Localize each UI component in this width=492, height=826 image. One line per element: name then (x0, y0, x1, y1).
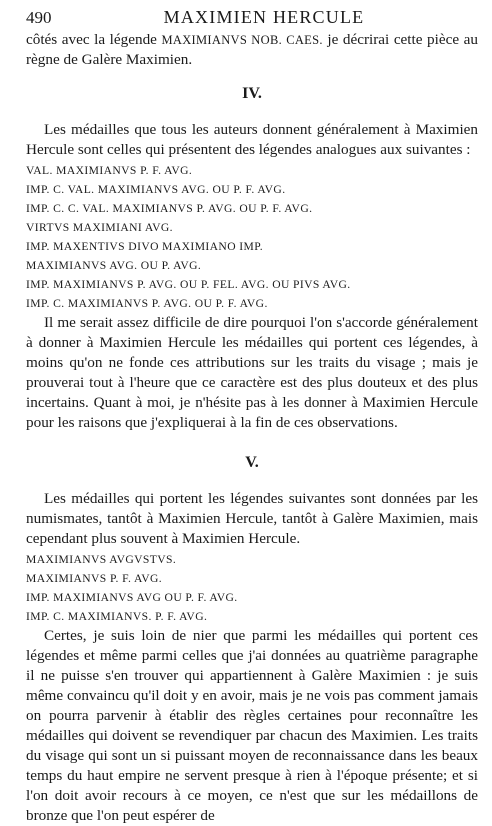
intro-text-start: côtés avec la légende (26, 31, 162, 48)
legend-item: MAXIMIANVS P. F. AVG. (26, 572, 163, 585)
legend-item: IMP. C. C. VAL. MAXIMIANVS P. AVG. OU P. F. AVG. (26, 202, 313, 215)
legend-item: IMP. C. MAXIMIANVS. P. F. AVG. (26, 610, 208, 623)
section-heading-v: V. (245, 454, 259, 471)
running-head: MAXIMIEN HERCULE (163, 7, 365, 27)
section-v-legend-list (26, 550, 478, 626)
section-iv-paragraph-2: Il me serait assez difficile de dire pourquoi l'on s'accorde généralement à donner à Maximien Hercule les médailles qui portent ces légendes, à moins qu'on ne fonde ces attributions sur les traits du visage ; mais je prouverai tout à l'heure que ce caractère est des plus douteux et des plus incertains. Quant à moi, je n'hésite pas à les donner à Maximien Hercule pour les raisons que j'expliquerai à la fin de ces observations. (26, 314, 478, 431)
intro-text-end: je décrirai cette pièce au règne de Galère Maximien. (26, 31, 478, 68)
legend-item: VAL. MAXIMIANVS P. F. AVG. (26, 164, 193, 177)
section-iv-legend-list (26, 161, 478, 313)
page-number: 490 (26, 8, 52, 27)
section-v-paragraph-1: Les médailles qui portent les légendes suivantes sont données par les numismates, tantôt à Maximien Hercule, tantôt à Galère Maximien, mais cependant plus souvent à Maximien Hercule. (26, 490, 478, 547)
intro-paragraph (26, 30, 478, 70)
section-iv-paragraph-1: Les médailles que tous les auteurs donnent généralement à Maximien Hercule sont celles qui présentent des légendes analogues aux suivantes : (26, 121, 478, 158)
legend-item: IMP. MAXIMIANVS AVG OU P. F. AVG. (26, 591, 238, 604)
page-header (26, 6, 478, 30)
legend-item: IMP. C. MAXIMIANVS P. AVG. OU P. F. AVG. (26, 297, 268, 310)
legend-item: MAXIMIANVS AVG. OU P. AVG. (26, 259, 202, 272)
section-v-paragraph-2: Certes, je suis loin de nier que parmi les médailles qui portent ces légendes et même parmi celles que j'ai données au quatrième paragraphe il ne puisse s'en trouver qui appartiennent à Galère Maximien : je suis même convaincu qu'il doit y en avoir, mais je ne vois pas comment jamais on pourra parvenir à établir des règles certaines pour reconnaître les médailles qui doivent se revendiquer par chacun des Maximien. Les traits du visage qui sont un si puissant moyen de reconnaissance dans les beaux temps du haut empire ne servent presque à rien à l'époque présente; et si l'on doit avoir recours à ce moyen, ce n'est que sur les médaillons de bronze que l'on peut espérer de (26, 627, 478, 824)
legend-item: MAXIMIANVS AVGVSTVS. (26, 553, 177, 566)
legend-item: IMP. MAXENTIVS DIVO MAXIMIANO IMP. (26, 240, 264, 253)
section-heading-iv: IV. (242, 85, 262, 102)
legend-item: IMP. MAXIMIANVS P. AVG. OU P. FEL. AVG. OU PIVS AVG. (26, 278, 351, 291)
intro-legend: MAXIMIANVS NOB. CAES. (161, 33, 323, 47)
legend-item: IMP. C. VAL. MAXIMIANVS AVG. OU P. F. AVG. (26, 183, 286, 196)
legend-item: VIRTVS MAXIMIANI AVG. (26, 221, 173, 234)
